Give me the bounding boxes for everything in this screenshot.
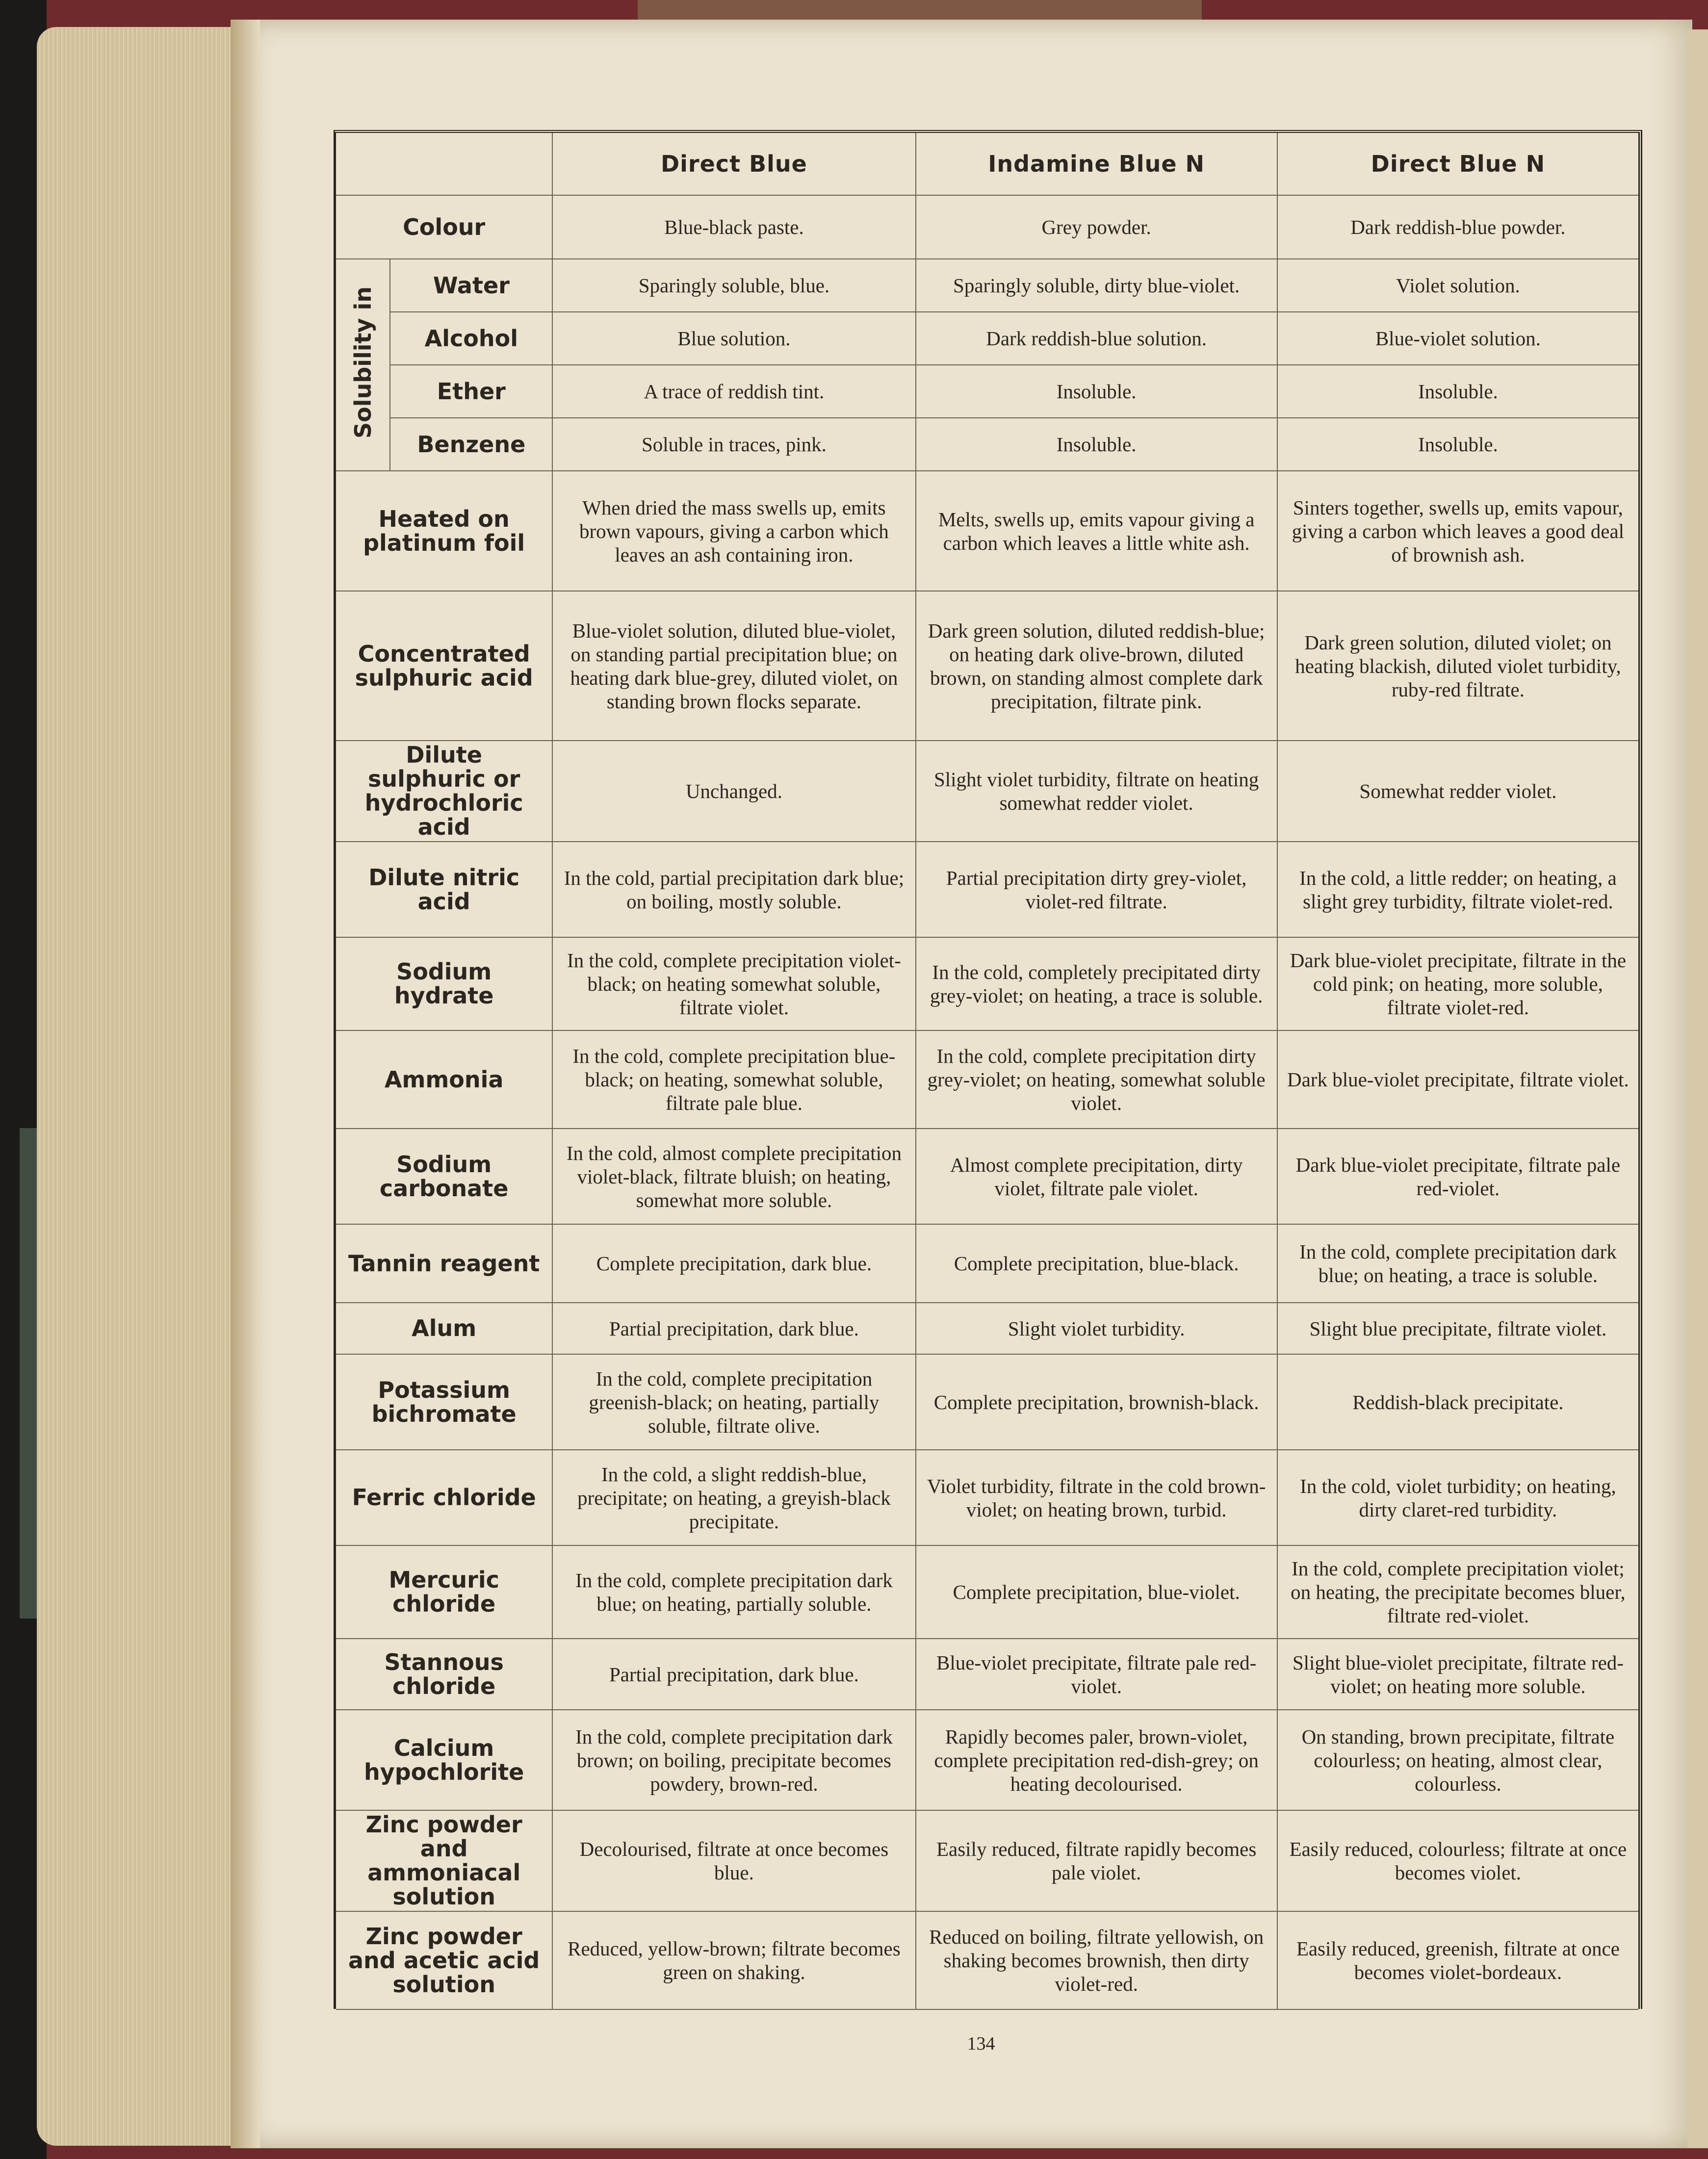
table-cell: Rapidly becomes paler, brown-violet, complete precipitation red-dish-grey; on heating decolourised. bbox=[916, 1710, 1277, 1810]
page-edge bbox=[1687, 29, 1708, 2148]
table-cell: Easily reduced, greenish, filtrate at once becomes violet-bordeaux. bbox=[1277, 1911, 1638, 2009]
table-row bbox=[336, 591, 1638, 741]
table-cell: Blue-black paste. bbox=[552, 195, 915, 259]
table-row bbox=[336, 1710, 1638, 1810]
page-gutter bbox=[231, 20, 260, 2148]
table-cell: Reduced on boiling, filtrate yellowish, on shaking becomes brownish, then dirty violet-red. bbox=[916, 1911, 1277, 2009]
table-cell: Melts, swells up, emits vapour giving a carbon which leaves a little white ash. bbox=[916, 471, 1277, 591]
table-row bbox=[336, 418, 1638, 471]
table-cell: Reddish-black precipitate. bbox=[1277, 1354, 1638, 1450]
table-row bbox=[336, 1639, 1638, 1710]
table-row bbox=[336, 1545, 1638, 1639]
table-cell: Slight blue precipitate, filtrate violet. bbox=[1277, 1303, 1638, 1354]
row-label: Heated on platinum foil bbox=[336, 471, 552, 591]
table-row bbox=[336, 741, 1638, 842]
table-cell: Dark green solution, diluted violet; on heating blackish, diluted violet turbidity, ruby-red filtrate. bbox=[1277, 591, 1638, 741]
table-row bbox=[336, 1303, 1638, 1354]
table-cell: Somewhat redder violet. bbox=[1277, 741, 1638, 842]
table-cell: Grey powder. bbox=[916, 195, 1277, 259]
row-label: Zinc powder and ammoniacal solution bbox=[336, 1810, 552, 1911]
row-label: Dilute nitric acid bbox=[336, 842, 552, 937]
row-label: Alcohol bbox=[390, 312, 552, 365]
table-row bbox=[336, 1354, 1638, 1450]
table-cell: Dark reddish-blue powder. bbox=[1277, 195, 1638, 259]
row-label: Dilute sulphuric or hydrochloric acid bbox=[336, 741, 552, 842]
table-row bbox=[336, 1129, 1638, 1224]
table-cell: Insoluble. bbox=[916, 418, 1277, 471]
table-row bbox=[336, 195, 1638, 259]
table-cell: In the cold, partial precipitation dark blue; on boiling, mostly soluble. bbox=[552, 842, 915, 937]
table-cell: Almost complete precipitation, dirty violet, filtrate pale violet. bbox=[916, 1129, 1277, 1224]
table-cell: In the cold, a slight reddish-blue, precipitate; on heating, a greyish-black precipitate. bbox=[552, 1450, 915, 1545]
table-cell: Blue-violet solution, diluted blue-violet, on standing partial precipitation blue; on heating dark blue-grey, diluted violet, on standing brown flocks separate. bbox=[552, 591, 915, 741]
table-cell: In the cold, complete precipitation violet-black; on heating somewhat soluble, filtrate violet. bbox=[552, 937, 915, 1030]
column-header-direct-blue-n: Direct Blue N bbox=[1277, 133, 1638, 195]
table-row bbox=[336, 365, 1638, 418]
table-cell: Unchanged. bbox=[552, 741, 915, 842]
table-cell: Slight violet turbidity, filtrate on heating somewhat redder violet. bbox=[916, 741, 1277, 842]
table-cell: In the cold, almost complete precipitation violet-black, filtrate bluish; on heating, somewhat more soluble. bbox=[552, 1129, 915, 1224]
row-label: Concentrated sulphuric acid bbox=[336, 591, 552, 741]
row-label: Zinc powder and acetic acid solution bbox=[336, 1911, 552, 2009]
table-cell: Violet solution. bbox=[1277, 259, 1638, 312]
table-cell: Reduced, yellow-brown; filtrate becomes green on shaking. bbox=[552, 1911, 915, 2009]
table-row bbox=[336, 1030, 1638, 1129]
table-cell: Decolourised, filtrate at once becomes blue. bbox=[552, 1810, 915, 1911]
table-cell: Partial precipitation, dark blue. bbox=[552, 1303, 915, 1354]
table-cell: Dark green solution, diluted reddish-blue; on heating dark olive-brown, diluted brown, on standing almost complete dark precipitation, filtrate pink. bbox=[916, 591, 1277, 741]
row-label: Benzene bbox=[390, 418, 552, 471]
column-header-indamine-blue-n: Indamine Blue N bbox=[916, 133, 1277, 195]
table-cell: Partial precipitation, dark blue. bbox=[552, 1639, 915, 1710]
table-row bbox=[336, 937, 1638, 1030]
row-label: Tannin reagent bbox=[336, 1224, 552, 1303]
row-label: Water bbox=[390, 259, 552, 312]
table-cell: In the cold, complete precipitation greenish-black; on heating, partially soluble, filtrate olive. bbox=[552, 1354, 915, 1450]
table-cell: On standing, brown precipitate, filtrate colourless; on heating, almost clear, colourless. bbox=[1277, 1710, 1638, 1810]
table-row bbox=[336, 259, 1638, 312]
table-row bbox=[336, 1450, 1638, 1545]
table-cell: Blue solution. bbox=[552, 312, 915, 365]
row-label: Sodium hydrate bbox=[336, 937, 552, 1030]
table-cell: In the cold, complete precipitation dirty grey-violet; on heating, somewhat soluble violet. bbox=[916, 1030, 1277, 1129]
table-cell: Dark blue-violet precipitate, filtrate in the cold pink; on heating, more soluble, filtrate violet-red. bbox=[1277, 937, 1638, 1030]
table-cell: Partial precipitation dirty grey-violet, violet-red filtrate. bbox=[916, 842, 1277, 937]
row-label: Ammonia bbox=[336, 1030, 552, 1129]
table-cell: Easily reduced, filtrate rapidly becomes pale violet. bbox=[916, 1810, 1277, 1911]
table-cell: Insoluble. bbox=[1277, 365, 1638, 418]
table-cell: When dried the mass swells up, emits brown vapours, giving a carbon which leaves an ash containing iron. bbox=[552, 471, 915, 591]
solubility-group-text: Solubility in bbox=[349, 286, 376, 438]
table-cell: Insoluble. bbox=[916, 365, 1277, 418]
table-cell: Soluble in traces, pink. bbox=[552, 418, 915, 471]
table-cell: In the cold, completely precipitated dirty grey-violet; on heating, a trace is soluble. bbox=[916, 937, 1277, 1030]
table-cell: Violet turbidity, filtrate in the cold brown-violet; on heating brown, turbid. bbox=[916, 1450, 1277, 1545]
table-cell: Insoluble. bbox=[1277, 418, 1638, 471]
page-number: 134 bbox=[967, 2033, 995, 2054]
table-row bbox=[336, 1224, 1638, 1303]
table-row bbox=[336, 842, 1638, 937]
dye-reactions-table bbox=[334, 130, 1642, 2009]
table-cell: Dark reddish-blue solution. bbox=[916, 312, 1277, 365]
table-row bbox=[336, 1810, 1638, 1911]
table-row bbox=[336, 471, 1638, 591]
corner-cell bbox=[336, 133, 552, 195]
table-cell: In the cold, a little redder; on heating, a slight grey turbidity, filtrate violet-red. bbox=[1277, 842, 1638, 937]
table-cell: Dark blue-violet precipitate, filtrate violet. bbox=[1277, 1030, 1638, 1129]
table-cell: In the cold, complete precipitation blue-black; on heating, somewhat soluble, filtrate pale blue. bbox=[552, 1030, 915, 1129]
table-cell: In the cold, complete precipitation violet; on heating, the precipitate becomes bluer, filtrate red-violet. bbox=[1277, 1545, 1638, 1639]
table-cell: In the cold, violet turbidity; on heating, dirty claret-red turbidity. bbox=[1277, 1450, 1638, 1545]
table-cell: Sinters together, swells up, emits vapour, giving a carbon which leaves a good deal of brownish ash. bbox=[1277, 471, 1638, 591]
table-cell: Sparingly soluble, blue. bbox=[552, 259, 915, 312]
table-cell: Slight blue-violet precipitate, filtrate red-violet; on heating more soluble. bbox=[1277, 1639, 1638, 1710]
table-cell: Complete precipitation, blue-black. bbox=[916, 1224, 1277, 1303]
column-header-direct-blue: Direct Blue bbox=[552, 133, 915, 195]
row-label: Potassium bichromate bbox=[336, 1354, 552, 1450]
table-cell: Sparingly soluble, dirty blue-violet. bbox=[916, 259, 1277, 312]
table-cell: Easily reduced, colourless; filtrate at once becomes violet. bbox=[1277, 1810, 1638, 1911]
table-cell: In the cold, complete precipitation dark blue; on heating, partially soluble. bbox=[552, 1545, 915, 1639]
solubility-group-label bbox=[336, 259, 390, 471]
header-row bbox=[336, 133, 1638, 195]
table-cell: Complete precipitation, brownish-black. bbox=[916, 1354, 1277, 1450]
row-label: Ferric chloride bbox=[336, 1450, 552, 1545]
table-cell: Complete precipitation, blue-violet. bbox=[916, 1545, 1277, 1639]
table-cell: Blue-violet solution. bbox=[1277, 312, 1638, 365]
row-label: Sodium carbonate bbox=[336, 1129, 552, 1224]
row-label: Ether bbox=[390, 365, 552, 418]
table-cell: Slight violet turbidity. bbox=[916, 1303, 1277, 1354]
row-label: Stannous chloride bbox=[336, 1639, 552, 1710]
row-label: Calcium hypochlorite bbox=[336, 1710, 552, 1810]
table-cell: Dark blue-violet precipitate, filtrate pale red-violet. bbox=[1277, 1129, 1638, 1224]
table-cell: A trace of reddish tint. bbox=[552, 365, 915, 418]
row-label: Colour bbox=[336, 195, 552, 259]
table-cell: In the cold, complete precipitation dark brown; on boiling, precipitate becomes powdery, brown-red. bbox=[552, 1710, 915, 1810]
row-label: Mercuric chloride bbox=[336, 1545, 552, 1639]
table-row bbox=[336, 1911, 1638, 2009]
row-label: Alum bbox=[336, 1303, 552, 1354]
table-cell: In the cold, complete precipitation dark blue; on heating, a trace is soluble. bbox=[1277, 1224, 1638, 1303]
table-cell: Complete precipitation, dark blue. bbox=[552, 1224, 915, 1303]
page-stack bbox=[37, 27, 243, 2146]
table-row bbox=[336, 312, 1638, 365]
table-cell: Blue-violet precipitate, filtrate pale red-violet. bbox=[916, 1639, 1277, 1710]
